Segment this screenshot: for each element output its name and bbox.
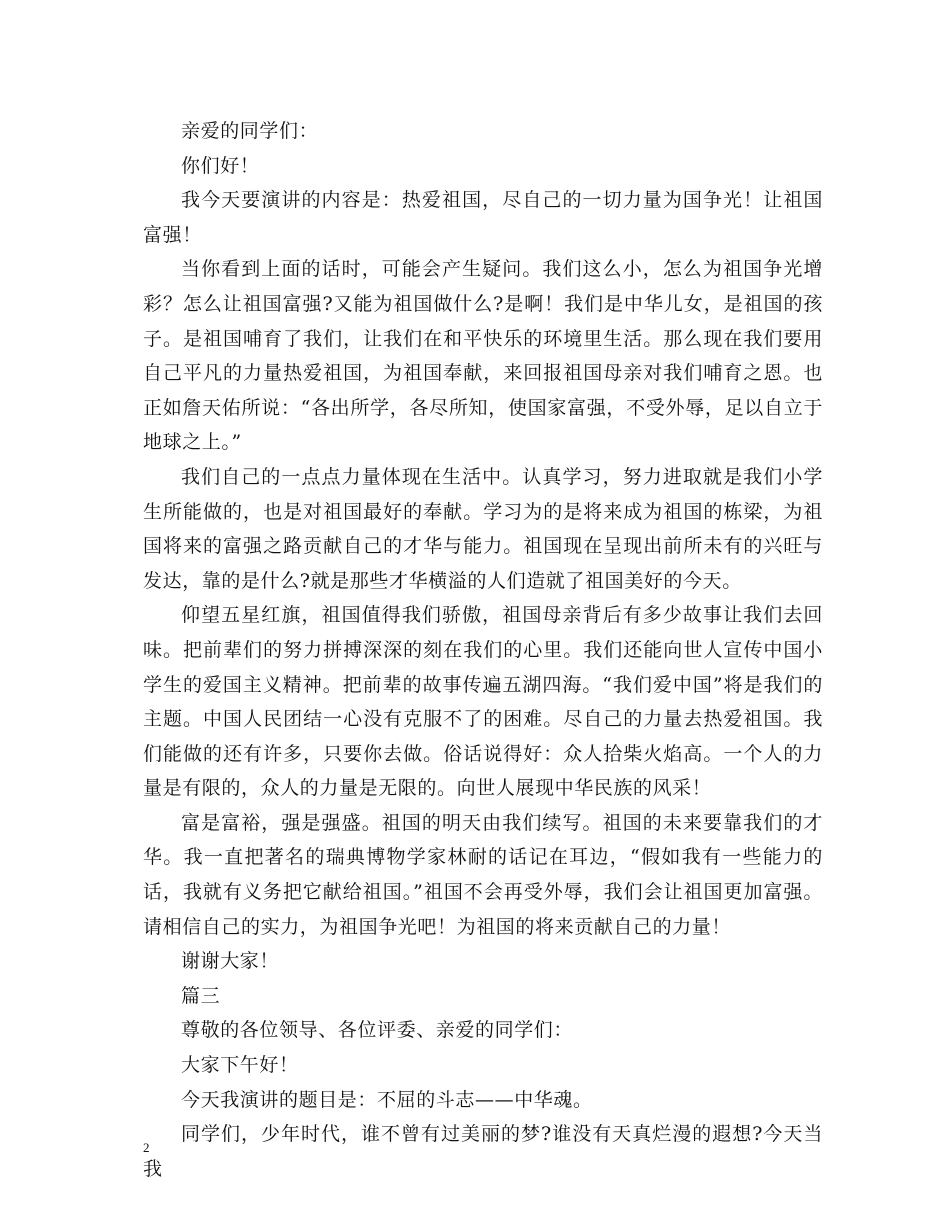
paragraph-body: 当你看到上面的话时，可能会产生疑问。我们这么小，怎么为祖国争光增彩？怎么让祖国富强?又能为祖国做什么?是啊！我们是中华儿女，是祖国的孩子。是祖国哺育了我们，让我们在和平快乐的环境里生活。那么现在我们要用自己平凡的力量热爱祖国，为祖国奉献，来回报祖国母亲对我们哺育之恩。也正如詹天佑所说：“各出所学，各尽所知，使国家富强，不受外辱，足以自立于地球之上。” (143, 258, 823, 454)
section-heading: 篇三 (181, 984, 221, 1007)
paragraph-greeting: 你们好！ (181, 154, 260, 177)
page-number: 2 (143, 1140, 150, 1155)
paragraph-body: 同学们，少年时代，谁不曾有过美丽的梦?谁没有天真烂漫的遐想?今天当我 (143, 1123, 823, 1180)
paragraph-greeting: 大家下午好！ (181, 1054, 299, 1077)
paragraph-salutation: 尊敬的各位领导、各位评委、亲爱的同学们： (181, 1019, 574, 1042)
paragraph-topic: 今天我演讲的题目是：不屈的斗志——中华魂。 (181, 1088, 593, 1111)
body-text (143, 114, 823, 1186)
paragraph-closing: 谢谢大家！ (181, 950, 280, 973)
paragraph-body: 我们自己的一点点力量体现在生活中。认真学习，努力进取就是我们小学生所能做的，也是对祖国最好的奉献。学习为的是将来成为祖国的栋梁，为祖国将来的富强之路贡献自己的才华与能力。祖国现在呈现出前所未有的兴旺与发达，靠的是什么?就是那些才华横溢的人们造就了祖国美好的今天。 (143, 465, 823, 592)
paragraph-salutation: 亲爱的同学们： (181, 120, 319, 142)
paragraph-body: 富是富裕，强是强盛。祖国的明天由我们续写。祖国的未来要靠我们的才华。我一直把著名的瑞典博物学家林耐的话记在耳边，“假如我有一些能力的话，我就有义务把它献给祖国。”祖国不会再受外辱，我们会让祖国更加富强。请相信自己的实力，为祖国争光吧！为祖国的将来贡献自己的力量！ (143, 811, 823, 938)
paragraph-topic: 我今天要演讲的内容是：热爱祖国，尽自己的一切力量为国争光！让祖国富强！ (143, 189, 823, 246)
paragraph-body: 仰望五星红旗，祖国值得我们骄傲，祖国母亲背后有多少故事让我们去回味。把前辈们的努力拼搏深深的刻在我们的心里。我们还能向世人宣传中国小学生的爱国主义精神。把前辈的故事传遍五湖四海。“我们爱中国”将是我们的主题。中国人民团结一心没有克服不了的困难。尽自己的力量去热爱祖国。我们能做的还有许多，只要你去做。俗话说得好：众人拾柴火焰高。一个人的力量是有限的，众人的力量是无限的。向世人展现中华民族的风采！ (143, 604, 823, 800)
